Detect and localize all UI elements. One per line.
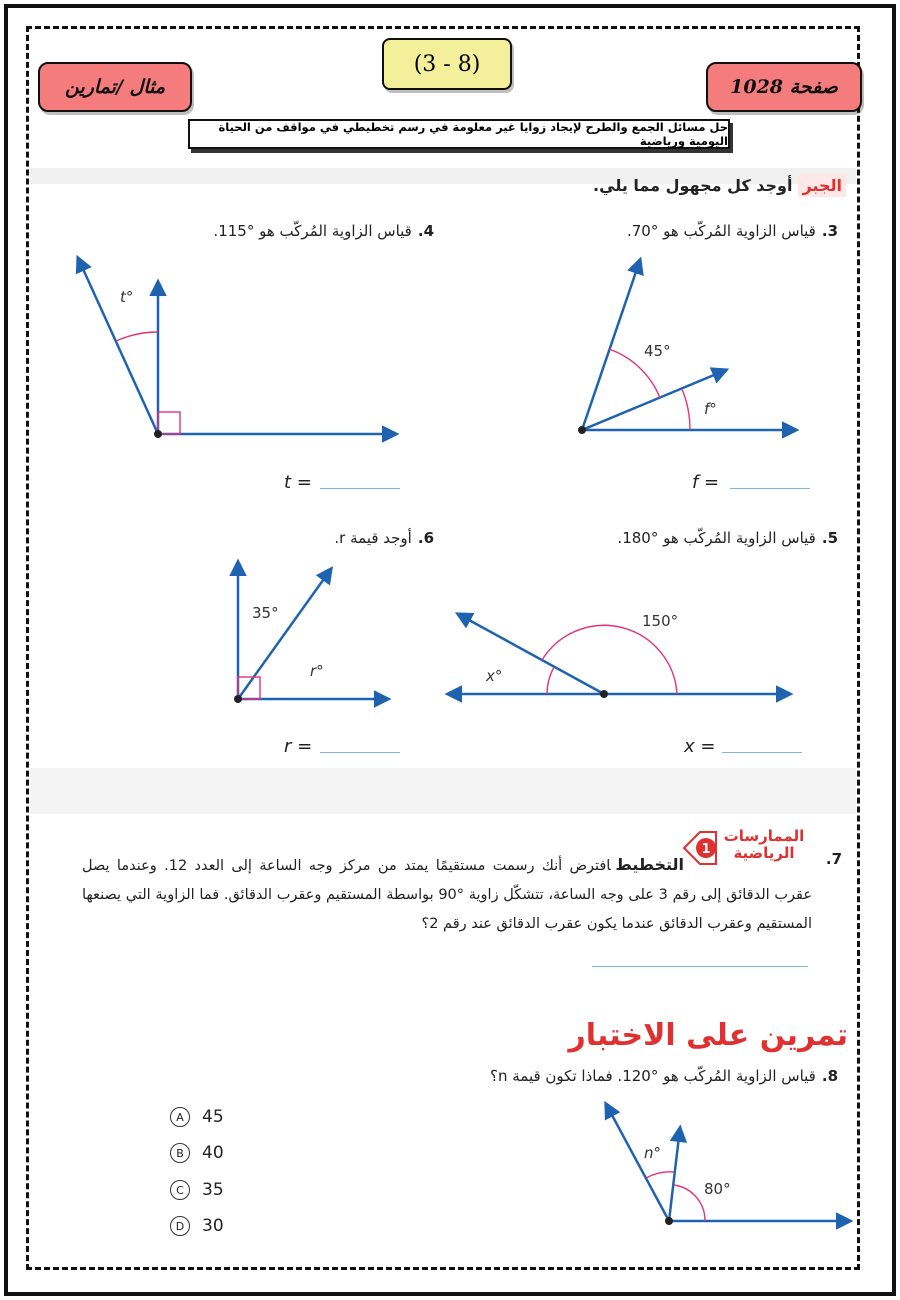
angle-label-45: 45° <box>644 342 671 360</box>
problem-5-number: 5. <box>821 529 838 547</box>
right-angle-mark <box>158 412 180 434</box>
vertex-point <box>665 1217 673 1225</box>
angle-arc <box>116 332 158 341</box>
problem-6-answer-label: r = <box>284 736 313 757</box>
angle-label-x: x° <box>486 667 503 685</box>
vertex-point <box>234 695 242 703</box>
problem-8 <box>490 1067 838 1085</box>
problem-4-answer-label: t = <box>284 472 312 493</box>
angle-label-80: 80° <box>704 1180 731 1198</box>
problem-4-answer-blank[interactable] <box>320 488 400 489</box>
problem-5 <box>617 529 838 547</box>
ray <box>458 614 604 694</box>
problem-3-answer-blank[interactable] <box>730 488 810 489</box>
problem-4 <box>213 222 434 240</box>
problem-3-diagram <box>578 260 796 434</box>
problem-3-number: 3. <box>821 222 838 240</box>
ray <box>669 1128 680 1221</box>
angle-arc <box>682 389 690 430</box>
shaded-band <box>30 768 856 814</box>
option-d[interactable] <box>170 1216 224 1236</box>
option-d-value: 30 <box>202 1216 224 1236</box>
problem-7-plan: التخطيط <box>616 855 684 874</box>
problem-6-answer-blank[interactable] <box>320 752 400 753</box>
problem-6-number: 6. <box>417 529 434 547</box>
problem-8-number: 8. <box>821 1067 838 1085</box>
badge-number: 1 <box>701 842 711 857</box>
angle-label-150: 150° <box>642 612 679 630</box>
angle-label-35: 35° <box>252 604 279 622</box>
ray <box>78 258 158 434</box>
test-practice-title: تمرين على الاختبار <box>568 1018 848 1053</box>
problem-7 <box>82 850 812 939</box>
option-a-letter: A <box>170 1107 190 1127</box>
option-c-value: 35 <box>202 1180 224 1200</box>
option-a[interactable] <box>170 1107 224 1127</box>
problem-5-text: قياس الزاوية المُركّب هو °180. <box>617 529 816 547</box>
problem-3-answer-label: f = <box>692 472 720 493</box>
math-practices-label: الممارسات الرياضية <box>723 827 805 862</box>
angle-label-n: n° <box>644 1144 662 1162</box>
examples-tag-label: مثال /تمارين <box>64 76 166 98</box>
vertex-point <box>154 430 162 438</box>
page-number-label: صفحة 1028 <box>730 76 838 98</box>
angle-label-t: t° <box>120 288 134 306</box>
algebra-tag: الجبر <box>798 174 846 197</box>
option-c[interactable] <box>170 1180 224 1200</box>
problem-7-number: 7. <box>825 850 842 868</box>
problem-5-answer-label: x = <box>684 736 716 757</box>
ray <box>606 1104 669 1221</box>
option-b[interactable] <box>170 1143 224 1163</box>
lesson-number-label: (3 - 8) <box>413 51 481 77</box>
option-b-letter: B <box>170 1143 190 1163</box>
problem-5-diagram <box>448 612 790 698</box>
problem-4-number: 4. <box>417 222 434 240</box>
angle-label-f: f° <box>704 400 717 418</box>
problem-8-text: قياس الزاوية المُركّب هو °120. فماذا تكون قيمة n؟ <box>489 1067 816 1085</box>
problem-5-answer-blank[interactable] <box>722 752 802 753</box>
lesson-objective-text: حل مسائل الجمع والطرح لإيجاد زوايا غير معلومة في رسم تخطيطي في مواقف من الحياة اليومية ورياضية <box>218 120 728 148</box>
problem-7-answer-blank[interactable] <box>592 966 808 967</box>
angle-arc <box>542 625 677 694</box>
problem-4-diagram <box>78 258 396 438</box>
problem-6-text: أوجد قيمة r. <box>334 529 412 547</box>
problem-3-text: قياس الزاوية المُركّب هو °70. <box>626 222 816 240</box>
ray <box>582 260 640 430</box>
angle-arc <box>674 1185 705 1221</box>
option-b-value: 40 <box>202 1143 224 1163</box>
angle-arc <box>646 1172 674 1178</box>
vertex-point <box>600 690 608 698</box>
problem-4-text: قياس الزاوية المُركّب هو °115. <box>213 222 412 240</box>
algebra-instruction: أوجد كل مجهول مما يلي. <box>593 176 793 195</box>
option-a-value: 45 <box>202 1107 224 1127</box>
option-d-letter: D <box>170 1216 190 1236</box>
problem-6-diagram <box>234 562 388 703</box>
problem-8-diagram <box>606 1104 850 1225</box>
vertex-point <box>578 426 586 434</box>
problem-6 <box>334 529 434 547</box>
problem-7-text: افترض أنك رسمت مستقيمًا يمتد من مركز وجه الساعة إلى العدد 12. وعندما يصل عقرب الدقائق إلى رقم 3 على وجه الساعة، تتشكّل زاوية °90 بواسطة المستقيم وعقرب الدقائق. فما الزاوية التي يصنعها المستقيم وعقرب الدقائق عندما يكون عقرب الدقائق عند رقم 2؟ <box>82 858 812 932</box>
angle-label-r: r° <box>310 662 324 680</box>
angle-arc <box>547 667 554 694</box>
option-c-letter: C <box>170 1180 190 1200</box>
